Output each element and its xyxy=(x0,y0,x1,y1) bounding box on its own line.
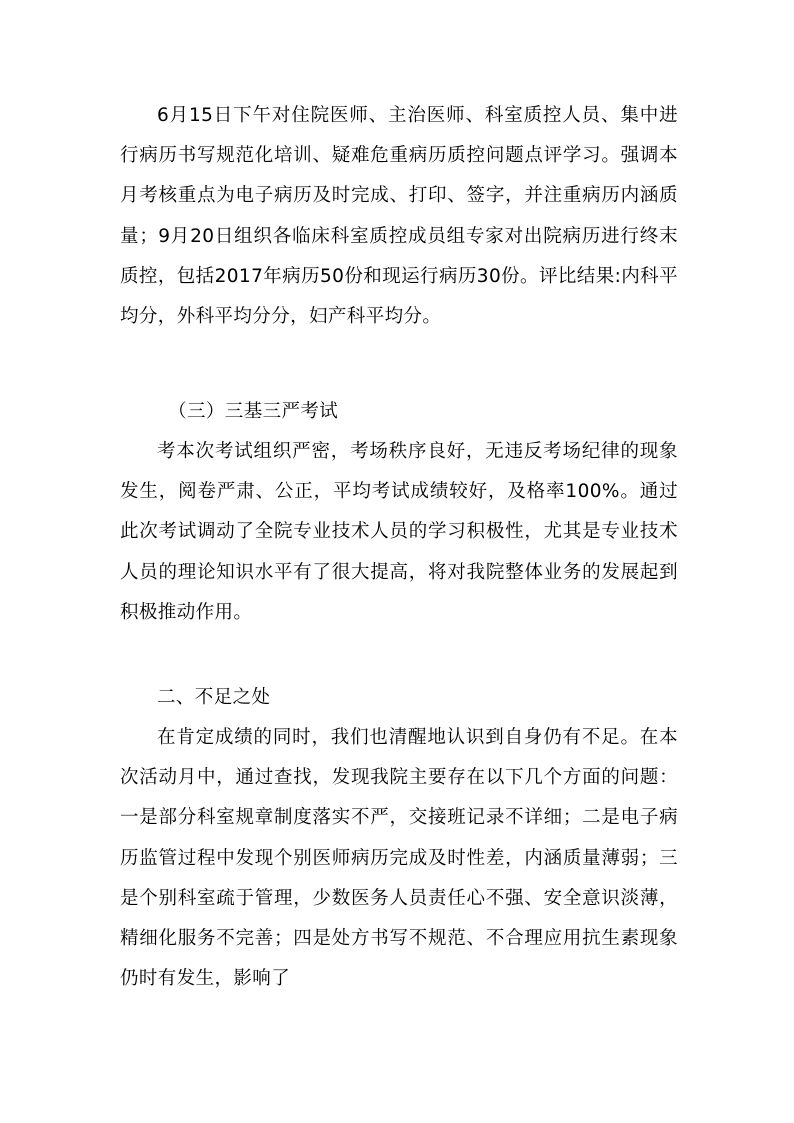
heading-text: 二、不足之处 xyxy=(157,687,271,708)
heading-text: （三）三基三严考试 xyxy=(168,401,339,422)
paragraph-exam-summary xyxy=(120,432,678,633)
section-heading-shortcomings xyxy=(120,678,678,718)
paragraph-text: 考本次考试组织严密，考场秩序良好，无违反考场纪律的现象发生，阅卷严肃、公正，平均考试成绩较好，及格率100%。通过此次考试调动了全院专业技术人员的学习积极性，尤其是专业技术人员的理论知识水平有了很大提高，将对我院整体业务的发展起到积极推动作用。 xyxy=(120,441,678,623)
paragraph-text: 6月15日下午对住院医师、主治医师、科室质控人员、集中进行病历书写规范化培训、疑难危重病历质控问题点评学习。强调本月考核重点为电子病历及时完成、打印、签字，并注重病历内涵质量；9月20日组织各临床科室质控成员组专家对出院病历进行终末质控，包括2017年病历50份和现运行病历30份。评比结果:内科平均分，外科平均分分，妇产科平均分。 xyxy=(120,105,678,328)
paragraph-shortcomings xyxy=(120,718,678,999)
paragraph-text: 在肯定成绩的同时，我们也清醒地认识到自身仍有不足。在本次活动月中，通过查找，发现我院主要存在以下几个方面的问题：一是部分科室规章制度落实不严，交接班记录不详细；二是电子病历监管过程中发现个别医师病历完成及时性差，内涵质量薄弱；三是个别科室疏于管理，少数医务人员责任心不强、安全意识淡薄，精细化服务不完善；四是处方书写不规范、不合理应用抗生素现象仍时有发生，影响了 xyxy=(120,727,678,990)
paragraph-training-summary xyxy=(120,96,678,337)
section-heading-three-basics xyxy=(120,392,678,432)
